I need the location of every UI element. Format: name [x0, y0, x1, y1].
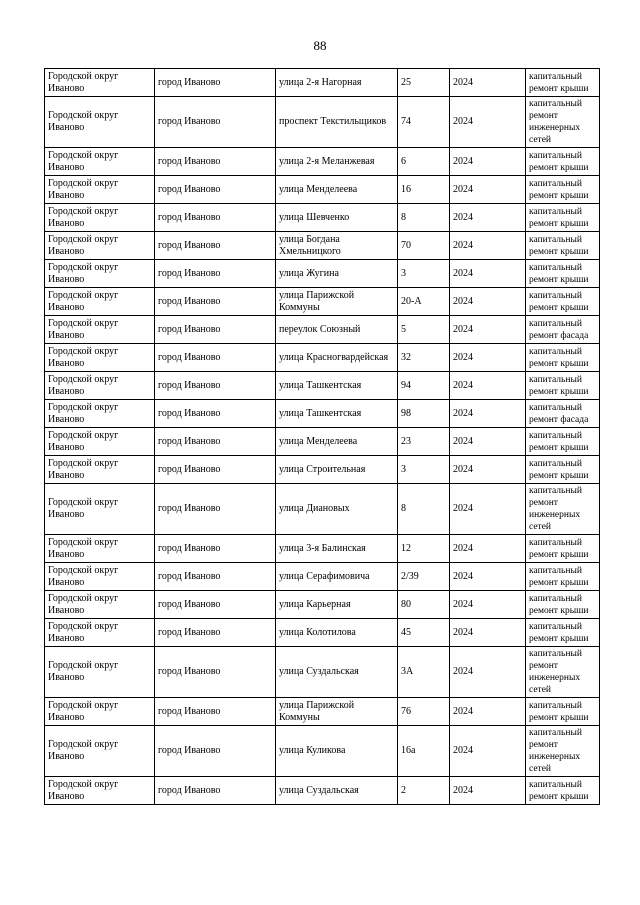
cell-city: город Иваново: [155, 777, 276, 805]
cell-year: 2024: [450, 260, 526, 288]
cell-street: улица 2-я Нагорная: [276, 69, 398, 97]
cell-street: улица Менделеева: [276, 176, 398, 204]
cell-house-number: 74: [398, 97, 450, 148]
cell-work-type: капитальный ремонт крыши: [526, 563, 600, 591]
cell-year: 2024: [450, 400, 526, 428]
cell-city: город Иваново: [155, 344, 276, 372]
cell-city: город Иваново: [155, 484, 276, 535]
cell-year: 2024: [450, 698, 526, 726]
cell-work-type: капитальный ремонт инженерных сетей: [526, 726, 600, 777]
cell-district: Городской округ Иваново: [45, 563, 155, 591]
cell-year: 2024: [450, 232, 526, 260]
cell-district: Городской округ Иваново: [45, 97, 155, 148]
cell-work-type: капитальный ремонт крыши: [526, 698, 600, 726]
cell-district: Городской округ Иваново: [45, 260, 155, 288]
cell-work-type: капитальный ремонт крыши: [526, 288, 600, 316]
cell-city: город Иваново: [155, 176, 276, 204]
cell-city: город Иваново: [155, 535, 276, 563]
cell-city: город Иваново: [155, 316, 276, 344]
cell-year: 2024: [450, 204, 526, 232]
table-row: [45, 204, 600, 232]
cell-district: Городской округ Иваново: [45, 591, 155, 619]
cell-street: улица 2-я Меланжевая: [276, 148, 398, 176]
cell-work-type: капитальный ремонт фасада: [526, 400, 600, 428]
cell-district: Городской округ Иваново: [45, 69, 155, 97]
cell-city: город Иваново: [155, 619, 276, 647]
cell-street: улица Парижской Коммуны: [276, 698, 398, 726]
cell-street: улица Суздальская: [276, 647, 398, 698]
cell-street: улица Колотилова: [276, 619, 398, 647]
cell-work-type: капитальный ремонт фасада: [526, 316, 600, 344]
cell-year: 2024: [450, 563, 526, 591]
cell-street: улица Диановых: [276, 484, 398, 535]
cell-street: улица Богдана Хмельницкого: [276, 232, 398, 260]
cell-work-type: капитальный ремонт крыши: [526, 535, 600, 563]
cell-city: город Иваново: [155, 726, 276, 777]
cell-city: город Иваново: [155, 232, 276, 260]
cell-year: 2024: [450, 428, 526, 456]
cell-house-number: 25: [398, 69, 450, 97]
cell-work-type: капитальный ремонт крыши: [526, 456, 600, 484]
cell-house-number: 20-А: [398, 288, 450, 316]
cell-city: город Иваново: [155, 400, 276, 428]
cell-street: улица Ташкентская: [276, 400, 398, 428]
cell-district: Городской округ Иваново: [45, 176, 155, 204]
cell-district: Городской округ Иваново: [45, 232, 155, 260]
cell-year: 2024: [450, 69, 526, 97]
cell-street: улица Суздальская: [276, 777, 398, 805]
cell-city: город Иваново: [155, 204, 276, 232]
cell-city: город Иваново: [155, 563, 276, 591]
cell-district: Городской округ Иваново: [45, 428, 155, 456]
cell-district: Городской округ Иваново: [45, 484, 155, 535]
cell-street: улица Ташкентская: [276, 372, 398, 400]
cell-street: проспект Текстильщиков: [276, 97, 398, 148]
table-body: [45, 69, 600, 805]
cell-year: 2024: [450, 484, 526, 535]
cell-district: Городской округ Иваново: [45, 316, 155, 344]
cell-house-number: 80: [398, 591, 450, 619]
cell-district: Городской округ Иваново: [45, 400, 155, 428]
cell-house-number: 98: [398, 400, 450, 428]
cell-work-type: капитальный ремонт крыши: [526, 591, 600, 619]
cell-district: Городской округ Иваново: [45, 777, 155, 805]
cell-work-type: капитальный ремонт крыши: [526, 372, 600, 400]
table-row: [45, 232, 600, 260]
cell-house-number: 23: [398, 428, 450, 456]
table-row: [45, 591, 600, 619]
cell-house-number: 2/39: [398, 563, 450, 591]
cell-district: Городской округ Иваново: [45, 619, 155, 647]
cell-work-type: капитальный ремонт крыши: [526, 344, 600, 372]
table-row: [45, 726, 600, 777]
cell-street: улица Красногвардейская: [276, 344, 398, 372]
cell-street: улица Карьерная: [276, 591, 398, 619]
table-row: [45, 777, 600, 805]
cell-street: улица Куликова: [276, 726, 398, 777]
cell-work-type: капитальный ремонт инженерных сетей: [526, 647, 600, 698]
cell-district: Городской округ Иваново: [45, 288, 155, 316]
cell-street: улица Жугина: [276, 260, 398, 288]
cell-year: 2024: [450, 535, 526, 563]
cell-city: город Иваново: [155, 456, 276, 484]
cell-year: 2024: [450, 148, 526, 176]
table-row: [45, 260, 600, 288]
cell-city: город Иваново: [155, 428, 276, 456]
table-row: [45, 698, 600, 726]
page-number: 88: [313, 38, 327, 53]
cell-house-number: 70: [398, 232, 450, 260]
cell-house-number: 94: [398, 372, 450, 400]
cell-city: город Иваново: [155, 260, 276, 288]
cell-house-number: 2: [398, 777, 450, 805]
cell-house-number: 76: [398, 698, 450, 726]
cell-year: 2024: [450, 619, 526, 647]
cell-year: 2024: [450, 591, 526, 619]
cell-district: Городской округ Иваново: [45, 148, 155, 176]
repair-schedule-table: [44, 68, 600, 805]
table-row: [45, 97, 600, 148]
cell-year: 2024: [450, 726, 526, 777]
table-row: [45, 456, 600, 484]
cell-year: 2024: [450, 456, 526, 484]
cell-district: Городской округ Иваново: [45, 344, 155, 372]
cell-district: Городской округ Иваново: [45, 698, 155, 726]
cell-work-type: капитальный ремонт крыши: [526, 619, 600, 647]
cell-district: Городской округ Иваново: [45, 372, 155, 400]
cell-work-type: капитальный ремонт инженерных сетей: [526, 97, 600, 148]
table-row: [45, 428, 600, 456]
cell-house-number: 5: [398, 316, 450, 344]
cell-district: Городской округ Иваново: [45, 647, 155, 698]
cell-house-number: 45: [398, 619, 450, 647]
cell-street: улица Серафимовича: [276, 563, 398, 591]
cell-street: улица Парижской Коммуны: [276, 288, 398, 316]
cell-city: город Иваново: [155, 372, 276, 400]
table-row: [45, 176, 600, 204]
cell-year: 2024: [450, 372, 526, 400]
table-row: [45, 372, 600, 400]
table-row: [45, 484, 600, 535]
table-row: [45, 563, 600, 591]
cell-city: город Иваново: [155, 698, 276, 726]
table-row: [45, 647, 600, 698]
cell-city: город Иваново: [155, 647, 276, 698]
cell-work-type: капитальный ремонт инженерных сетей: [526, 484, 600, 535]
cell-district: Городской округ Иваново: [45, 204, 155, 232]
cell-house-number: 8: [398, 204, 450, 232]
cell-work-type: капитальный ремонт крыши: [526, 204, 600, 232]
cell-street: улица Строительная: [276, 456, 398, 484]
cell-house-number: 16: [398, 176, 450, 204]
table-row: [45, 344, 600, 372]
cell-street: улица Шевченко: [276, 204, 398, 232]
table-row: [45, 69, 600, 97]
cell-house-number: 3: [398, 260, 450, 288]
table-row: [45, 535, 600, 563]
cell-city: город Иваново: [155, 591, 276, 619]
table-row: [45, 619, 600, 647]
cell-work-type: капитальный ремонт крыши: [526, 176, 600, 204]
cell-house-number: 32: [398, 344, 450, 372]
cell-house-number: 8: [398, 484, 450, 535]
cell-house-number: 6: [398, 148, 450, 176]
cell-year: 2024: [450, 316, 526, 344]
cell-year: 2024: [450, 777, 526, 805]
table-row: [45, 316, 600, 344]
cell-year: 2024: [450, 288, 526, 316]
cell-year: 2024: [450, 647, 526, 698]
cell-work-type: капитальный ремонт крыши: [526, 777, 600, 805]
table-row: [45, 400, 600, 428]
cell-city: город Иваново: [155, 148, 276, 176]
cell-district: Городской округ Иваново: [45, 456, 155, 484]
table-row: [45, 148, 600, 176]
cell-city: город Иваново: [155, 288, 276, 316]
cell-district: Городской округ Иваново: [45, 726, 155, 777]
cell-city: город Иваново: [155, 69, 276, 97]
cell-house-number: 3: [398, 456, 450, 484]
cell-house-number: 3А: [398, 647, 450, 698]
cell-work-type: капитальный ремонт крыши: [526, 69, 600, 97]
cell-year: 2024: [450, 344, 526, 372]
cell-year: 2024: [450, 97, 526, 148]
cell-street: переулок Союзный: [276, 316, 398, 344]
cell-house-number: 16а: [398, 726, 450, 777]
cell-work-type: капитальный ремонт крыши: [526, 428, 600, 456]
cell-work-type: капитальный ремонт крыши: [526, 260, 600, 288]
cell-district: Городской округ Иваново: [45, 535, 155, 563]
cell-work-type: капитальный ремонт крыши: [526, 232, 600, 260]
cell-street: улица 3-я Балинская: [276, 535, 398, 563]
table-row: [45, 288, 600, 316]
cell-city: город Иваново: [155, 97, 276, 148]
cell-house-number: 12: [398, 535, 450, 563]
cell-work-type: капитальный ремонт крыши: [526, 148, 600, 176]
cell-street: улица Менделеева: [276, 428, 398, 456]
cell-year: 2024: [450, 176, 526, 204]
